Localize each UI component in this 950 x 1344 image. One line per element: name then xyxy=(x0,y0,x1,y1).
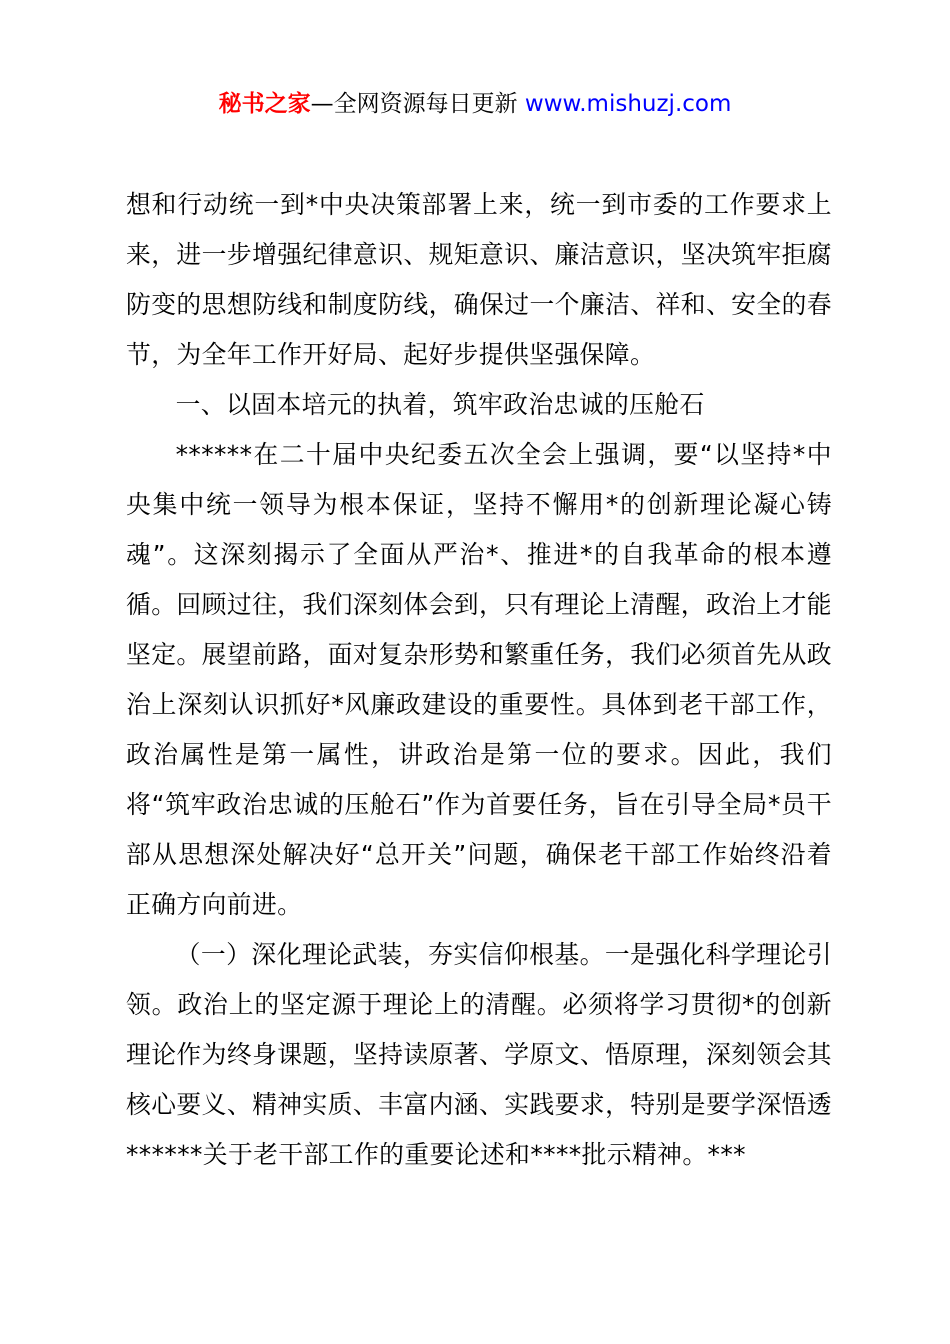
header-tagline: —全网资源每日更新 xyxy=(310,91,525,117)
brand-name: 秘书之家 xyxy=(218,91,311,117)
paragraph: ******在二十届中央纪委五次全会上强调，要“以坚持*中央集中统一领导为根本保证，坚持不懈用*的创新理论凝心铸魂”。这深刻揭示了全面从严治*、推进*的自我革命的根本遵循。回顾过往，我们深刻体会到，只有理论上清醒，政治上才能坚定。展望前路，面对复杂形势和繁重任务，我们必须首先从政治上深刻认识抓好*风廉政建设的重要性。具体到老干部工作，政治属性是第一属性，讲政治是第一位的要求。因此，我们将“筑牢政治忠诚的压舱石”作为首要任务，旨在引导全局*员干部从思想深处解决好“总开关”问题，确保老干部工作始终沿着正确方向前进。 xyxy=(126,440,832,919)
site-url-link[interactable]: www.mishuzj.com xyxy=(524,91,732,117)
document-body xyxy=(126,180,832,1180)
page-header xyxy=(0,86,950,122)
paragraph-continuation: 想和行动统一到*中央决策部署上来，统一到市委的工作要求上来，进一步增强纪律意识、规矩意识、廉洁意识，坚决筑牢拒腐防变的思想防线和制度防线，确保过一个廉洁、祥和、安全的春节，为全年工作开好局、起好步提供坚强保障。 xyxy=(126,190,832,369)
paragraph: （一）深化理论武装，夯实信仰根基。一是强化科学理论引领。政治上的坚定源于理论上的清醒。必须将学习贯彻*的创新理论作为终身课题，坚持读原著、学原文、悟原理，深刻领会其核心要义、精神实质、丰富内涵、实践要求，特别是要学深悟透******关于老干部工作的重要论述和****批示精神。*** xyxy=(126,940,832,1169)
section-heading: 一、以固本培元的执着，筑牢政治忠诚的压舱石 xyxy=(175,390,705,419)
